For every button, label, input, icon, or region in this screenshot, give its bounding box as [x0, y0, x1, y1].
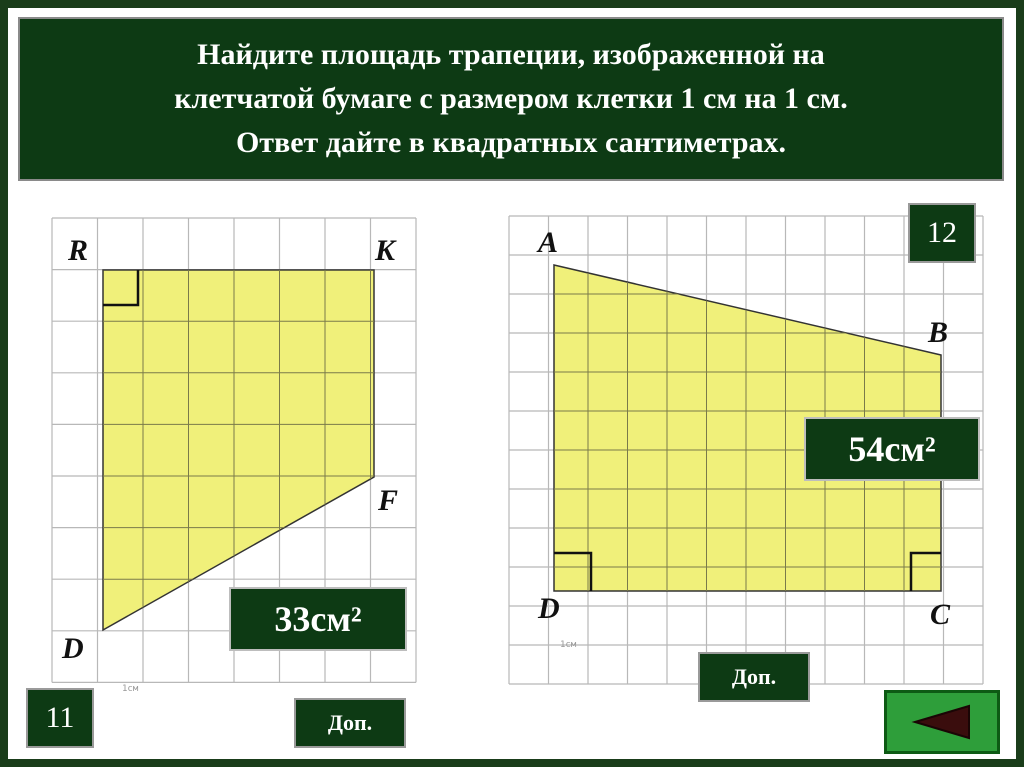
- task-number-12: 12: [908, 203, 976, 263]
- right-scale-mark: 1см: [560, 640, 577, 650]
- task-number-11: 11: [26, 688, 94, 748]
- right-answer-box: 54см²: [804, 417, 980, 481]
- left-trapezoid: [103, 270, 374, 630]
- left-answer-box: 33см²: [229, 587, 407, 651]
- title-line-2: клетчатой бумаге с размером клетки 1 см на 1 см.: [174, 82, 848, 115]
- left-scale-mark: 1см: [122, 684, 139, 694]
- title-line-1: Найдите площадь трапеции, изображенной на: [197, 38, 825, 71]
- right-dop-button[interactable]: Доп.: [698, 652, 810, 702]
- left-triangle-arrow-icon: [907, 702, 977, 742]
- label-r: R: [68, 234, 89, 267]
- left-dop-button[interactable]: Доп.: [294, 698, 406, 748]
- back-button[interactable]: [884, 690, 1000, 754]
- label-c: C: [930, 598, 951, 631]
- label-a: A: [538, 226, 559, 259]
- label-d-left: D: [62, 632, 84, 665]
- label-b: B: [928, 316, 949, 349]
- label-k: K: [375, 234, 396, 267]
- label-d-right: D: [538, 592, 560, 625]
- label-f: F: [378, 484, 399, 517]
- title-line-3: Ответ дайте в квадратных сантиметрах.: [235, 126, 787, 159]
